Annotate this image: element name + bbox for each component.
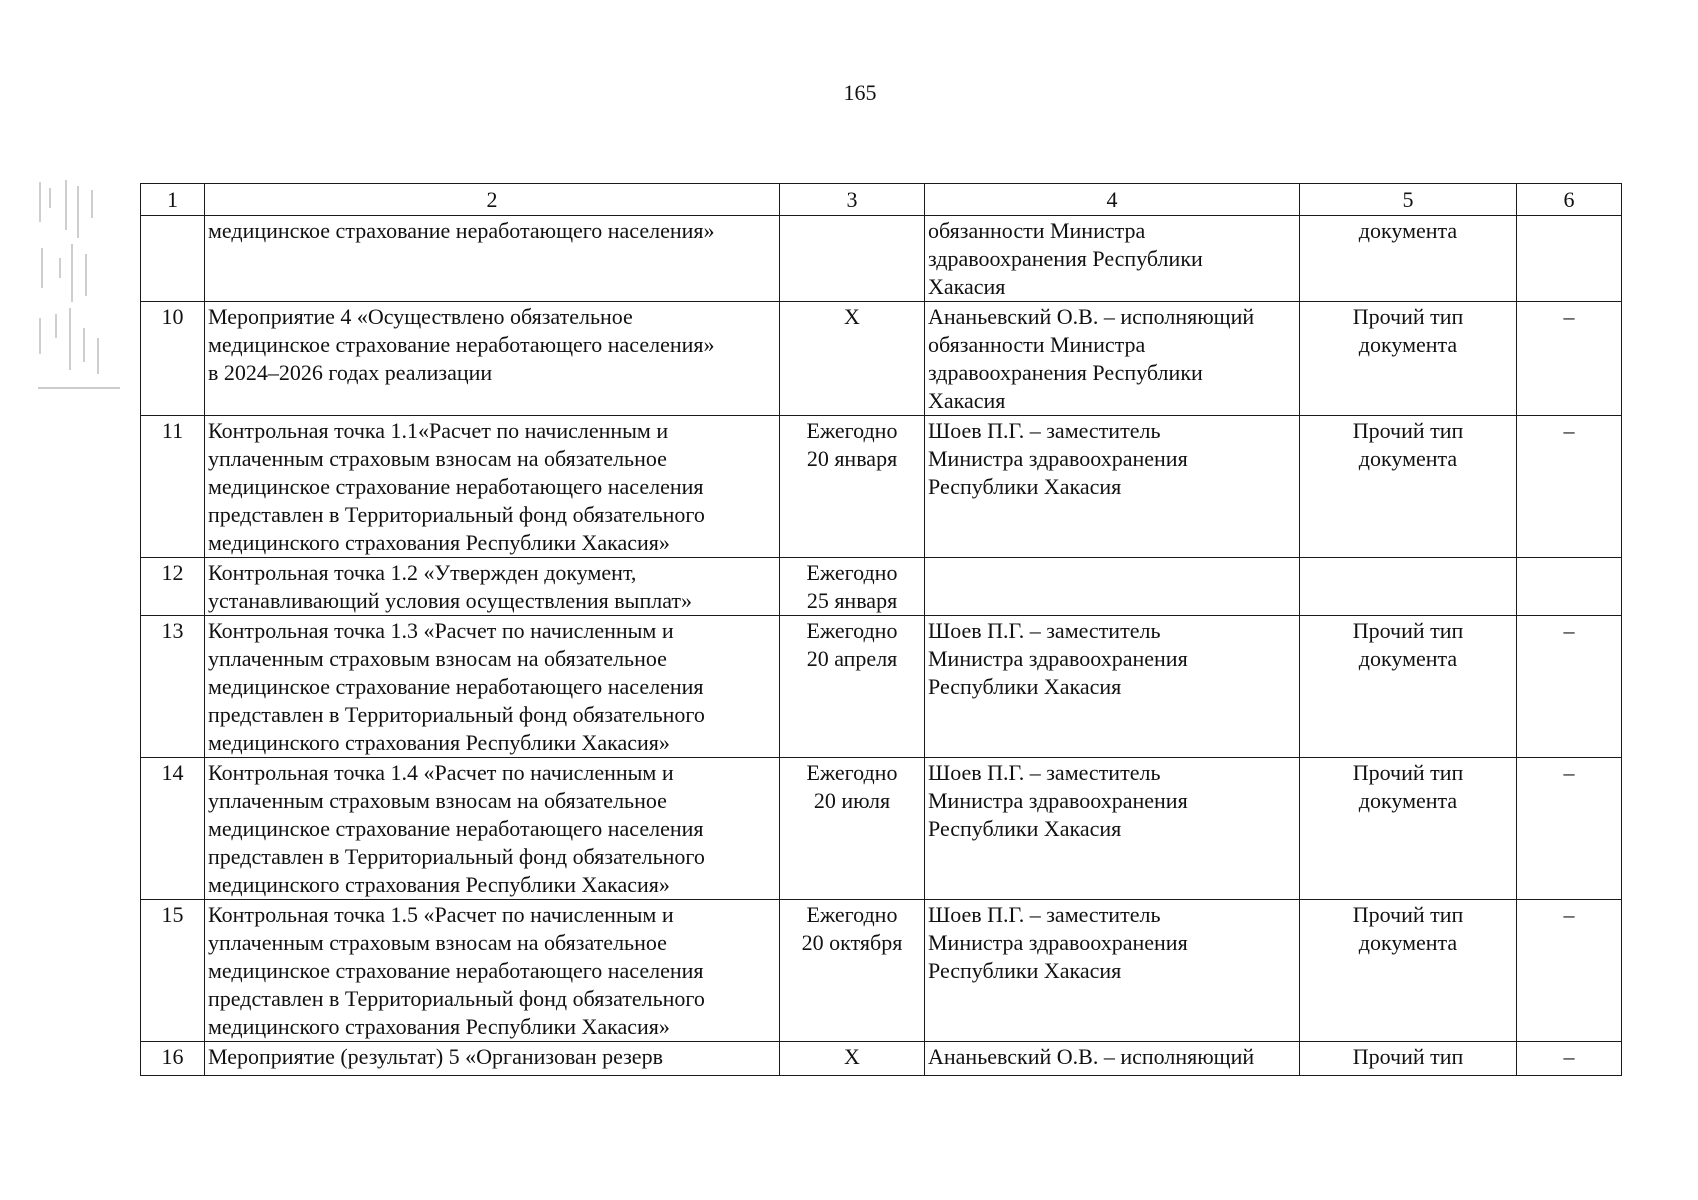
responsible-line: Министра здравоохранения bbox=[928, 930, 1188, 955]
document-type-cell bbox=[1300, 216, 1517, 302]
row-number-cell: 13 bbox=[141, 616, 205, 758]
row-number-cell: 12 bbox=[141, 558, 205, 616]
description-cell bbox=[205, 302, 780, 416]
column-number-row bbox=[141, 184, 1622, 216]
document-type-line: Прочий тип bbox=[1352, 618, 1464, 643]
responsible-cell bbox=[925, 416, 1300, 558]
document-type-line: документа bbox=[1358, 446, 1458, 471]
responsible-line: Шоев П.Г. – заместитель bbox=[928, 760, 1161, 785]
column-number-header: 6 bbox=[1517, 184, 1622, 216]
description-cell bbox=[205, 758, 780, 900]
table-row bbox=[141, 558, 1622, 616]
description-line: медицинское страхование неработающего населения bbox=[208, 674, 704, 699]
description-cell bbox=[205, 558, 780, 616]
description-cell bbox=[205, 900, 780, 1042]
deadline-cell bbox=[780, 558, 925, 616]
row-number-cell bbox=[141, 216, 205, 302]
description-line: медицинского страхования Республики Хакасия» bbox=[208, 730, 670, 755]
document-type-line: документа bbox=[1358, 788, 1458, 813]
description-line: устанавливающий условия осуществления выплат» bbox=[208, 588, 692, 613]
document-type-line: Прочий тип bbox=[1352, 418, 1464, 443]
document-type-cell bbox=[1300, 616, 1517, 758]
deadline-line: 20 июля bbox=[813, 788, 891, 813]
column-number-header: 4 bbox=[925, 184, 1300, 216]
deadline-line: Ежегодно bbox=[806, 418, 898, 443]
deadline-line: Ежегодно bbox=[806, 618, 898, 643]
description-line: представлен в Территориальный фонд обязательного bbox=[208, 986, 705, 1011]
document-type-cell bbox=[1300, 416, 1517, 558]
responsible-line: обязанности Министра bbox=[928, 218, 1146, 243]
row-number-cell: 11 bbox=[141, 416, 205, 558]
description-line: Контрольная точка 1.1«Расчет по начисленным и bbox=[208, 418, 669, 443]
document-type-line: Прочий тип bbox=[1352, 1044, 1464, 1069]
description-line: представлен в Территориальный фонд обязательного bbox=[208, 502, 705, 527]
description-line: уплаченным страховым взносам на обязательное bbox=[208, 446, 667, 471]
responsible-cell bbox=[925, 216, 1300, 302]
description-line: Контрольная точка 1.4 «Расчет по начисленным и bbox=[208, 760, 674, 785]
row-number-cell: 10 bbox=[141, 302, 205, 416]
table-row bbox=[141, 216, 1622, 302]
deadline-cell bbox=[780, 616, 925, 758]
responsible-line: Шоев П.Г. – заместитель bbox=[928, 902, 1161, 927]
deadline-line: Х bbox=[844, 304, 860, 329]
deadline-line: 25 января bbox=[806, 588, 898, 613]
document-type-cell bbox=[1300, 558, 1517, 616]
table-row bbox=[141, 1042, 1622, 1076]
description-line: Контрольная точка 1.3 «Расчет по начисленным и bbox=[208, 618, 674, 643]
description-line: представлен в Территориальный фонд обязательного bbox=[208, 844, 705, 869]
description-cell bbox=[205, 616, 780, 758]
description-line: медицинское страхование неработающего населения» bbox=[208, 332, 715, 357]
description-line: Мероприятие (результат) 5 «Организован резерв bbox=[208, 1044, 663, 1069]
column-number-header: 1 bbox=[141, 184, 205, 216]
responsible-line: Ананьевский О.В. – исполняющий bbox=[928, 304, 1255, 329]
description-line: медицинское страхование неработающего населения» bbox=[208, 218, 715, 243]
responsible-cell bbox=[925, 900, 1300, 1042]
deadline-cell bbox=[780, 216, 925, 302]
document-type-line: документа bbox=[1358, 218, 1458, 243]
deadline-cell bbox=[780, 758, 925, 900]
document-type-cell bbox=[1300, 758, 1517, 900]
description-line: медицинское страхование неработающего населения bbox=[208, 816, 704, 841]
document-type-line: документа bbox=[1358, 930, 1458, 955]
row-number-cell: 14 bbox=[141, 758, 205, 900]
description-line: Контрольная точка 1.5 «Расчет по начисленным и bbox=[208, 902, 674, 927]
description-line: медицинского страхования Республики Хакасия» bbox=[208, 1014, 670, 1039]
margin-stamp-marks bbox=[36, 178, 122, 393]
page-number: 165 bbox=[843, 80, 877, 105]
deadline-line: 20 апреля bbox=[806, 646, 898, 671]
responsible-line: обязанности Министра bbox=[928, 332, 1146, 357]
deadline-line: 20 октября bbox=[801, 930, 903, 955]
table-row bbox=[141, 616, 1622, 758]
column-number-header: 3 bbox=[780, 184, 925, 216]
description-cell bbox=[205, 1042, 780, 1076]
document-type-cell bbox=[1300, 900, 1517, 1042]
responsible-line: Ананьевский О.В. – исполняющий bbox=[928, 1044, 1255, 1069]
deadline-line: Ежегодно bbox=[806, 760, 898, 785]
description-line: медицинского страхования Республики Хакасия» bbox=[208, 530, 670, 555]
responsible-line: Хакасия bbox=[928, 388, 1006, 413]
description-line: уплаченным страховым взносам на обязательное bbox=[208, 646, 667, 671]
column-6-cell: – bbox=[1517, 302, 1622, 416]
responsible-cell bbox=[925, 302, 1300, 416]
description-cell bbox=[205, 416, 780, 558]
document-type-line: документа bbox=[1358, 646, 1458, 671]
responsible-line: Республики Хакасия bbox=[928, 674, 1122, 699]
description-line: Контрольная точка 1.2 «Утвержден документ, bbox=[208, 560, 637, 585]
responsible-line: Министра здравоохранения bbox=[928, 788, 1188, 813]
column-6-cell bbox=[1517, 558, 1622, 616]
description-line: представлен в Территориальный фонд обязательного bbox=[208, 702, 705, 727]
column-number-header: 2 bbox=[205, 184, 780, 216]
description-line: уплаченным страховым взносам на обязательное bbox=[208, 930, 667, 955]
deadline-line: 20 января bbox=[806, 446, 898, 471]
responsible-line: Республики Хакасия bbox=[928, 474, 1122, 499]
description-line: уплаченным страховым взносам на обязательное bbox=[208, 788, 667, 813]
responsible-line: здравоохранения Республики bbox=[928, 360, 1203, 385]
document-type-line: Прочий тип bbox=[1352, 304, 1464, 329]
column-6-cell: – bbox=[1517, 416, 1622, 558]
document-type-cell bbox=[1300, 302, 1517, 416]
responsible-line: Шоев П.Г. – заместитель bbox=[928, 418, 1161, 443]
deadline-line: Х bbox=[844, 1044, 860, 1069]
responsible-line: здравоохранения Республики bbox=[928, 246, 1203, 271]
responsible-cell bbox=[925, 758, 1300, 900]
column-6-cell: – bbox=[1517, 758, 1622, 900]
document-type-line: Прочий тип bbox=[1352, 902, 1464, 927]
table-row bbox=[141, 900, 1622, 1042]
column-6-cell: – bbox=[1517, 900, 1622, 1042]
table-row bbox=[141, 416, 1622, 558]
column-6-cell bbox=[1517, 216, 1622, 302]
column-6-cell: – bbox=[1517, 616, 1622, 758]
description-line: в 2024–2026 годах реализации bbox=[208, 360, 493, 385]
deadline-cell bbox=[780, 900, 925, 1042]
description-line: медицинского страхования Республики Хакасия» bbox=[208, 872, 670, 897]
responsible-line: Республики Хакасия bbox=[928, 816, 1122, 841]
deadline-cell bbox=[780, 1042, 925, 1076]
measures-table bbox=[140, 183, 1622, 1076]
document-type-cell bbox=[1300, 1042, 1517, 1076]
responsible-cell bbox=[925, 558, 1300, 616]
column-number-header: 5 bbox=[1300, 184, 1517, 216]
deadline-cell bbox=[780, 416, 925, 558]
table-row bbox=[141, 302, 1622, 416]
column-6-cell: – bbox=[1517, 1042, 1622, 1076]
description-line: Мероприятие 4 «Осуществлено обязательное bbox=[208, 304, 633, 329]
responsible-line: Шоев П.Г. – заместитель bbox=[928, 618, 1161, 643]
description-line: медицинское страхование неработающего населения bbox=[208, 474, 704, 499]
responsible-cell bbox=[925, 1042, 1300, 1076]
table-row bbox=[141, 758, 1622, 900]
deadline-line: Ежегодно bbox=[806, 560, 898, 585]
description-cell bbox=[205, 216, 780, 302]
responsible-line: Министра здравоохранения bbox=[928, 646, 1188, 671]
description-line: медицинское страхование неработающего населения bbox=[208, 958, 704, 983]
responsible-line: Хакасия bbox=[928, 274, 1006, 299]
responsible-line: Министра здравоохранения bbox=[928, 446, 1188, 471]
row-number-cell: 16 bbox=[141, 1042, 205, 1076]
row-number-cell: 15 bbox=[141, 900, 205, 1042]
deadline-cell bbox=[780, 302, 925, 416]
document-type-line: документа bbox=[1358, 332, 1458, 357]
responsible-cell bbox=[925, 616, 1300, 758]
document-type-line: Прочий тип bbox=[1352, 760, 1464, 785]
responsible-line: Республики Хакасия bbox=[928, 958, 1122, 983]
deadline-line: Ежегодно bbox=[806, 902, 898, 927]
